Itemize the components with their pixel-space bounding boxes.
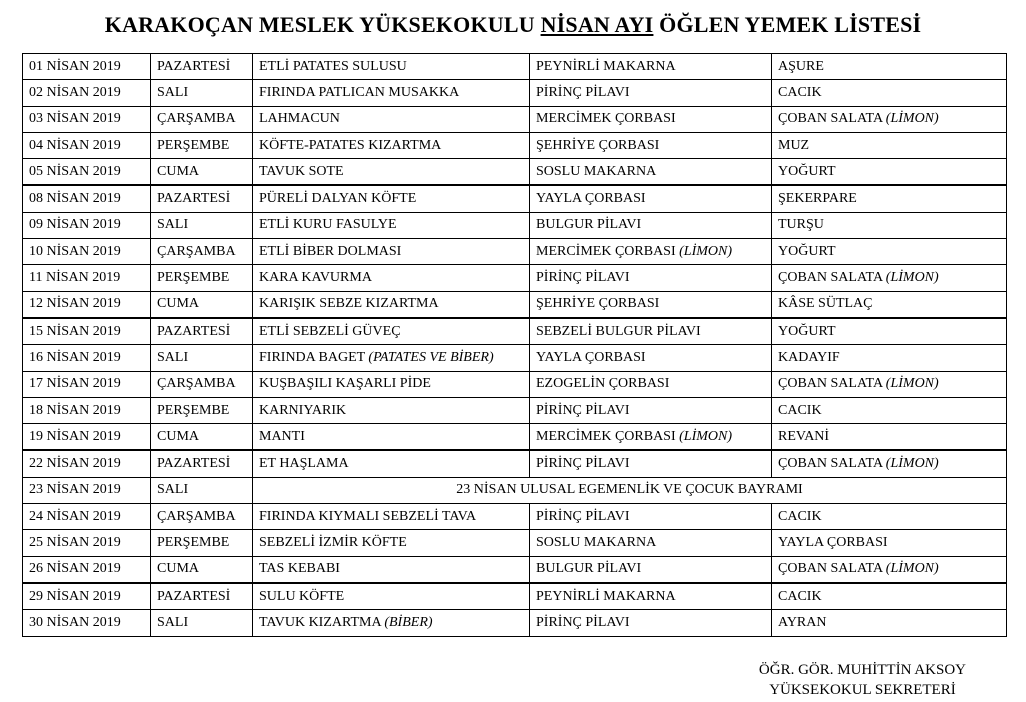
extra-dish-cell — [772, 212, 1007, 238]
extra-dish-cell-text: MUZ — [778, 137, 810, 153]
extra-dish-cell-text: ÇOBAN SALATA — [778, 111, 883, 127]
main-dish-cell-text: FIRINDA BAGET — [259, 349, 365, 365]
side-dish-cell — [530, 239, 772, 265]
extra-dish-cell — [772, 450, 1007, 477]
day-cell-text: SALI — [157, 349, 189, 365]
main-dish-cell — [253, 106, 530, 132]
main-dish-cell-text: TAS KEBABI — [259, 561, 340, 577]
extra-dish-cell — [772, 530, 1007, 556]
title-month: NİSAN AYI — [540, 12, 654, 37]
extra-dish-cell — [772, 556, 1007, 583]
date-cell — [23, 556, 151, 583]
side-dish-cell-text: MERCİMEK ÇORBASI — [536, 428, 676, 444]
date-cell — [23, 610, 151, 636]
extra-dish-cell-text: ŞEKERPARE — [778, 191, 857, 207]
side-dish-cell — [530, 530, 772, 556]
extra-dish-cell-text: ÇOBAN SALATA — [778, 376, 883, 392]
side-dish-cell — [530, 371, 772, 397]
main-dish-cell-note: (BİBER) — [384, 614, 433, 630]
day-cell — [151, 265, 253, 291]
main-dish-cell-text: LAHMACUN — [259, 111, 340, 127]
extra-dish-cell-text: CACIK — [778, 588, 822, 604]
date-cell — [23, 291, 151, 318]
day-cell-text: CUMA — [157, 561, 200, 577]
date-cell-text: 19 NİSAN 2019 — [29, 428, 121, 444]
date-cell — [23, 450, 151, 477]
date-cell-text: 18 NİSAN 2019 — [29, 402, 121, 418]
date-cell-text: 01 NİSAN 2019 — [29, 58, 121, 74]
date-cell — [23, 371, 151, 397]
day-cell — [151, 106, 253, 132]
extra-dish-cell — [772, 239, 1007, 265]
date-cell — [23, 504, 151, 530]
day-cell-text: CUMA — [157, 163, 200, 179]
main-dish-cell-text: KUŞBAŞILI KAŞARLI PİDE — [259, 376, 431, 392]
date-cell-text: 05 NİSAN 2019 — [29, 163, 121, 179]
main-dish-cell-text: SEBZELİ İZMİR KÖFTE — [259, 534, 407, 550]
table-row — [23, 583, 1007, 610]
title-school: KARAKOÇAN MESLEK YÜKSEKOKULU — [104, 12, 535, 37]
day-cell — [151, 424, 253, 451]
extra-dish-cell-text: YAYLA ÇORBASI — [778, 534, 888, 550]
main-dish-cell-text: TAVUK SOTE — [259, 163, 344, 179]
extra-dish-cell — [772, 397, 1007, 423]
extra-dish-cell-text: CACIK — [778, 402, 822, 418]
table-row — [23, 291, 1007, 318]
side-dish-cell — [530, 397, 772, 423]
side-dish-cell — [530, 291, 772, 318]
main-dish-cell-text: FIRINDA PATLICAN MUSAKKA — [259, 84, 460, 100]
date-cell — [23, 345, 151, 371]
side-dish-cell-text: PEYNİRLİ MAKARNA — [536, 58, 676, 74]
extra-dish-cell-text: TURŞU — [778, 217, 824, 233]
day-cell — [151, 291, 253, 318]
date-cell-text: 26 NİSAN 2019 — [29, 561, 121, 577]
main-dish-cell-text: FIRINDA KIYMALI SEBZELİ TAVA — [259, 508, 477, 524]
extra-dish-cell — [772, 345, 1007, 371]
day-cell — [151, 132, 253, 158]
extra-dish-cell — [772, 185, 1007, 212]
side-dish-cell-text: MERCİMEK ÇORBASI — [536, 243, 676, 259]
extra-dish-cell-text: ÇOBAN SALATA — [778, 456, 883, 472]
side-dish-cell — [530, 159, 772, 186]
day-cell-text: SALI — [157, 84, 189, 100]
table-row — [23, 477, 1007, 503]
date-cell — [23, 265, 151, 291]
side-dish-cell — [530, 212, 772, 238]
side-dish-cell-text: SOSLU MAKARNA — [536, 534, 657, 550]
day-cell-text: PAZARTESİ — [157, 191, 231, 207]
side-dish-cell-text: BULGUR PİLAVI — [536, 217, 642, 233]
day-cell — [151, 504, 253, 530]
extra-dish-cell — [772, 80, 1007, 106]
extra-dish-cell-text: YOĞURT — [778, 243, 836, 259]
main-dish-cell — [253, 239, 530, 265]
side-dish-cell-note: (LİMON) — [679, 428, 733, 444]
main-dish-cell — [253, 504, 530, 530]
main-dish-cell — [253, 345, 530, 371]
side-dish-cell-text: PİRİNÇ PİLAVI — [536, 614, 630, 630]
side-dish-cell-text: PİRİNÇ PİLAVI — [536, 402, 630, 418]
table-row — [23, 530, 1007, 556]
date-cell — [23, 80, 151, 106]
day-cell — [151, 450, 253, 477]
day-cell — [151, 530, 253, 556]
signature-name: ÖĞR. GÖR. MUHİTTİN AKSOY — [758, 662, 966, 678]
day-cell — [151, 397, 253, 423]
date-cell-text: 24 NİSAN 2019 — [29, 508, 121, 524]
side-dish-cell-text: MERCİMEK ÇORBASI — [536, 111, 676, 127]
day-cell-text: CUMA — [157, 296, 200, 312]
date-cell — [23, 132, 151, 158]
main-dish-cell-text: TAVUK KIZARTMA — [259, 614, 381, 630]
side-dish-cell-text: ŞEHRİYE ÇORBASI — [536, 137, 660, 153]
table-row — [23, 212, 1007, 238]
date-cell-text: 22 NİSAN 2019 — [29, 456, 121, 472]
date-cell — [23, 397, 151, 423]
date-cell-text: 30 NİSAN 2019 — [29, 614, 121, 630]
date-cell-text: 17 NİSAN 2019 — [29, 376, 121, 392]
date-cell-text: 23 NİSAN 2019 — [29, 482, 121, 498]
extra-dish-cell-text: REVANİ — [778, 428, 830, 444]
table-row — [23, 318, 1007, 345]
main-dish-cell — [253, 610, 530, 636]
extra-dish-cell-text: AYRAN — [778, 614, 827, 630]
date-cell — [23, 318, 151, 345]
extra-dish-cell-note: (LİMON) — [885, 456, 939, 472]
day-cell — [151, 54, 253, 80]
date-cell — [23, 54, 151, 80]
extra-dish-cell-text: CACIK — [778, 84, 822, 100]
extra-dish-cell-text: AŞURE — [778, 58, 824, 74]
side-dish-cell-text: ŞEHRİYE ÇORBASI — [536, 296, 660, 312]
extra-dish-cell-text: ÇOBAN SALATA — [778, 270, 883, 286]
table-row — [23, 397, 1007, 423]
main-dish-cell-text: SULU KÖFTE — [259, 588, 345, 604]
side-dish-cell — [530, 424, 772, 451]
table-row — [23, 54, 1007, 80]
date-cell-text: 29 NİSAN 2019 — [29, 588, 121, 604]
extra-dish-cell — [772, 106, 1007, 132]
day-cell — [151, 318, 253, 345]
day-cell — [151, 345, 253, 371]
day-cell-text: ÇARŞAMBA — [157, 243, 236, 259]
date-cell — [23, 185, 151, 212]
extra-dish-cell-text: YOĞURT — [778, 323, 836, 339]
side-dish-cell-text: SEBZELİ BULGUR PİLAVI — [536, 323, 701, 339]
date-cell — [23, 239, 151, 265]
day-cell-text: CUMA — [157, 428, 200, 444]
day-cell-text: PERŞEMBE — [157, 402, 230, 418]
main-dish-cell — [253, 265, 530, 291]
main-dish-cell — [253, 371, 530, 397]
side-dish-cell-text: SOSLU MAKARNA — [536, 163, 657, 179]
table-row — [23, 556, 1007, 583]
side-dish-cell-text: BULGUR PİLAVI — [536, 561, 642, 577]
day-cell — [151, 610, 253, 636]
day-cell-text: PERŞEMBE — [157, 137, 230, 153]
table-row — [23, 159, 1007, 186]
main-dish-cell-text: MANTI — [259, 428, 305, 444]
day-cell — [151, 80, 253, 106]
date-cell — [23, 212, 151, 238]
table-row — [23, 371, 1007, 397]
main-dish-cell — [253, 212, 530, 238]
date-cell-text: 12 NİSAN 2019 — [29, 296, 121, 312]
signature-title: YÜKSEKOKUL SEKRETERİ — [769, 682, 956, 698]
extra-dish-cell — [772, 424, 1007, 451]
side-dish-cell-text: PİRİNÇ PİLAVI — [536, 84, 630, 100]
date-cell-text: 09 NİSAN 2019 — [29, 217, 121, 233]
page-title — [0, 12, 1026, 38]
date-cell — [23, 583, 151, 610]
date-cell — [23, 530, 151, 556]
main-dish-cell-text: ETLİ KURU FASULYE — [259, 217, 397, 233]
main-dish-cell — [253, 132, 530, 158]
extra-dish-cell — [772, 54, 1007, 80]
table-row — [23, 265, 1007, 291]
day-cell — [151, 556, 253, 583]
main-dish-cell — [253, 185, 530, 212]
extra-dish-cell-note: (LİMON) — [885, 111, 939, 127]
date-cell — [23, 477, 151, 503]
day-cell-text: ÇARŞAMBA — [157, 111, 236, 127]
side-dish-cell — [530, 610, 772, 636]
day-cell-text: SALI — [157, 614, 189, 630]
menu-table-body — [23, 54, 1007, 637]
side-dish-cell-note: (LİMON) — [679, 243, 733, 259]
extra-dish-cell-note: (LİMON) — [885, 376, 939, 392]
side-dish-cell-text: PEYNİRLİ MAKARNA — [536, 588, 676, 604]
extra-dish-cell — [772, 610, 1007, 636]
main-dish-cell — [253, 80, 530, 106]
side-dish-cell-text: YAYLA ÇORBASI — [536, 191, 646, 207]
main-dish-cell-text: ETLİ PATATES SULUSU — [259, 58, 407, 74]
menu-table — [22, 53, 1007, 637]
side-dish-cell-text: EZOGELİN ÇORBASI — [536, 376, 670, 392]
day-cell-text: PAZARTESİ — [157, 456, 231, 472]
date-cell-text: 16 NİSAN 2019 — [29, 349, 121, 365]
main-dish-cell — [253, 450, 530, 477]
date-cell-text: 03 NİSAN 2019 — [29, 111, 121, 127]
main-dish-cell-text: ET HAŞLAMA — [259, 456, 349, 472]
date-cell-text: 04 NİSAN 2019 — [29, 137, 121, 153]
extra-dish-cell — [772, 504, 1007, 530]
extra-dish-cell — [772, 583, 1007, 610]
date-cell-text: 25 NİSAN 2019 — [29, 534, 121, 550]
extra-dish-cell — [772, 132, 1007, 158]
day-cell-text: PAZARTESİ — [157, 323, 231, 339]
extra-dish-cell-note: (LİMON) — [885, 561, 939, 577]
day-cell — [151, 477, 253, 503]
main-dish-cell-text: ETLİ BİBER DOLMASI — [259, 243, 402, 259]
date-cell-text: 08 NİSAN 2019 — [29, 191, 121, 207]
date-cell — [23, 424, 151, 451]
main-dish-cell — [253, 291, 530, 318]
day-cell-text: SALI — [157, 217, 189, 233]
date-cell-text: 11 NİSAN 2019 — [29, 270, 121, 286]
side-dish-cell — [530, 54, 772, 80]
side-dish-cell — [530, 265, 772, 291]
extra-dish-cell-text: KÂSE SÜTLAÇ — [778, 296, 873, 312]
side-dish-cell-text: PİRİNÇ PİLAVI — [536, 270, 630, 286]
main-dish-cell-text: PÜRELİ DALYAN KÖFTE — [259, 191, 417, 207]
extra-dish-cell — [772, 371, 1007, 397]
title-list: ÖĞLEN YEMEK LİSTESİ — [659, 12, 922, 37]
day-cell-text: SALI — [157, 482, 189, 498]
side-dish-cell — [530, 556, 772, 583]
main-dish-cell — [253, 556, 530, 583]
holiday-cell-text: 23 NİSAN ULUSAL EGEMENLİK VE ÇOCUK BAYRAMI — [456, 482, 803, 498]
day-cell-text: PAZARTESİ — [157, 58, 231, 74]
main-dish-cell — [253, 583, 530, 610]
side-dish-cell — [530, 132, 772, 158]
side-dish-cell — [530, 504, 772, 530]
side-dish-cell-text: YAYLA ÇORBASI — [536, 349, 646, 365]
holiday-cell — [253, 477, 1007, 503]
extra-dish-cell-text: YOĞURT — [778, 163, 836, 179]
main-dish-cell — [253, 159, 530, 186]
table-row — [23, 345, 1007, 371]
day-cell-text: ÇARŞAMBA — [157, 508, 236, 524]
date-cell-text: 15 NİSAN 2019 — [29, 323, 121, 339]
side-dish-cell — [530, 185, 772, 212]
day-cell-text: PAZARTESİ — [157, 588, 231, 604]
table-row — [23, 424, 1007, 451]
main-dish-cell-text: KARA KAVURMA — [259, 270, 372, 286]
side-dish-cell — [530, 106, 772, 132]
extra-dish-cell — [772, 159, 1007, 186]
side-dish-cell-text: PİRİNÇ PİLAVI — [536, 508, 630, 524]
date-cell — [23, 106, 151, 132]
table-row — [23, 450, 1007, 477]
side-dish-cell — [530, 450, 772, 477]
extra-dish-cell — [772, 291, 1007, 318]
day-cell — [151, 185, 253, 212]
table-row — [23, 132, 1007, 158]
main-dish-cell — [253, 424, 530, 451]
day-cell — [151, 159, 253, 186]
side-dish-cell — [530, 345, 772, 371]
main-dish-cell-text: KARIŞIK SEBZE KIZARTMA — [259, 296, 439, 312]
main-dish-cell-note: (PATATES VE BİBER) — [368, 349, 494, 365]
table-row — [23, 610, 1007, 636]
day-cell — [151, 583, 253, 610]
main-dish-cell — [253, 54, 530, 80]
extra-dish-cell — [772, 265, 1007, 291]
table-row — [23, 504, 1007, 530]
extra-dish-cell-text: ÇOBAN SALATA — [778, 561, 883, 577]
main-dish-cell-text: ETLİ SEBZELİ GÜVEÇ — [259, 323, 401, 339]
extra-dish-cell-text: CACIK — [778, 508, 822, 524]
day-cell — [151, 239, 253, 265]
side-dish-cell — [530, 80, 772, 106]
day-cell — [151, 212, 253, 238]
table-row — [23, 106, 1007, 132]
side-dish-cell-text: PİRİNÇ PİLAVI — [536, 456, 630, 472]
table-row — [23, 239, 1007, 265]
side-dish-cell — [530, 583, 772, 610]
day-cell-text: PERŞEMBE — [157, 270, 230, 286]
date-cell-text: 10 NİSAN 2019 — [29, 243, 121, 259]
extra-dish-cell-note: (LİMON) — [885, 270, 939, 286]
signature-block — [759, 660, 966, 700]
date-cell — [23, 159, 151, 186]
extra-dish-cell-text: KADAYIF — [778, 349, 840, 365]
main-dish-cell — [253, 397, 530, 423]
day-cell-text: ÇARŞAMBA — [157, 376, 236, 392]
day-cell — [151, 371, 253, 397]
main-dish-cell — [253, 530, 530, 556]
day-cell-text: PERŞEMBE — [157, 534, 230, 550]
date-cell-text: 02 NİSAN 2019 — [29, 84, 121, 100]
extra-dish-cell — [772, 318, 1007, 345]
side-dish-cell — [530, 318, 772, 345]
main-dish-cell — [253, 318, 530, 345]
table-row — [23, 185, 1007, 212]
table-row — [23, 80, 1007, 106]
main-dish-cell-text: KARNIYARIK — [259, 402, 347, 418]
main-dish-cell-text: KÖFTE-PATATES KIZARTMA — [259, 137, 442, 153]
